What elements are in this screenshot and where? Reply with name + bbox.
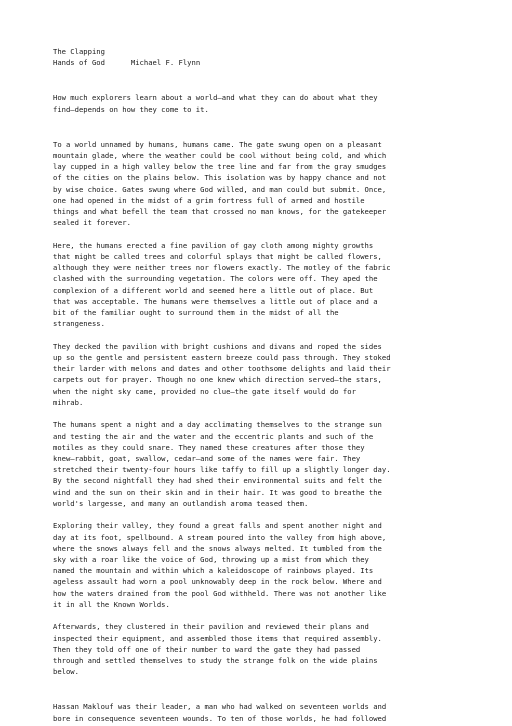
intro-line: How much explorers learn about a world—and what they can do about what they: [53, 93, 378, 103]
paragraph: [53, 701, 499, 723]
text-line: The humans spent a night and a day acclimating themselves to the strange sun: [53, 420, 382, 430]
text-line: strangeness.: [53, 319, 105, 329]
text-line: To a world unnamed by humans, humans came. The gate swung open on a pleasant: [53, 139, 382, 149]
text-line: where the snows always fell and the snows always melted. It tumbled from the: [53, 543, 382, 553]
paragraph: [53, 240, 499, 330]
text-line: of the cities on the plains below. This isolation was by happy chance and not: [53, 173, 387, 183]
text-line: They decked the pavilion with bright cushions and divans and roped the sides: [53, 341, 382, 351]
text-line: mihrab.: [53, 397, 84, 407]
text-line: Afterwards, they clustered in their pavilion and reviewed their plans and: [53, 622, 369, 632]
text-line: knew—rabbit, goat, swallow, cedar—and some of the names were fair. They: [53, 453, 361, 463]
text-line: carpets out for prayer. Though no one knew which direction served—the stars,: [53, 375, 382, 385]
text-line: day at its foot, spellbound. A stream poured into the valley from high above,: [53, 532, 387, 542]
text-line: mountain glade, where the weather could be cool without being cold, and which: [53, 150, 387, 160]
text-line: stretched their twenty-four hours like taffy to fill up a slightly longer day.: [53, 465, 391, 475]
text-line: and testing the air and the water and the eccentric plants and such of the: [53, 431, 374, 441]
text-line: that was acceptable. The humans were themselves a little out of place and a: [53, 296, 378, 306]
paragraph: [53, 520, 499, 610]
text-line: motiles as they could snare. They named these creatures after those they: [53, 442, 365, 452]
text-line: one had opened in the midst of a grim fortress full of armed and hostile: [53, 195, 365, 205]
text-line: when the night sky came, provided no clue—the gate itself would do for: [53, 386, 356, 396]
paragraph: [53, 419, 499, 509]
text-line: clashed with the surrounding vegetation. The colors were off. They aped the: [53, 274, 378, 284]
text-line: Exploring their valley, they found a great falls and spent another night and: [53, 521, 382, 531]
intro-blurb: [53, 92, 499, 114]
text-line: up so the gentle and persistent eastern breeze could pass through. They stoked: [53, 352, 391, 362]
text-line: their larder with melons and dates and other toothsome delights and laid their: [53, 364, 391, 374]
text-line: named the mountain and within which a kaleidoscope of rainbows played. Its: [53, 566, 374, 576]
author-name: Michael F. Flynn: [130, 58, 201, 68]
text-line: how the waters drained from the pool God withheld. There was not another like: [53, 588, 387, 598]
text-line: bore in consequence seventeen wounds. To ten of those worlds, he had followed: [53, 713, 387, 723]
paragraph: [53, 621, 499, 677]
text-line: sky with a roar like the voice of God, throwing up a mist from which they: [53, 554, 369, 564]
text-line: bit of the familiar ought to surround them in the midst of all the: [53, 307, 339, 317]
title-author-line: [53, 57, 499, 68]
text-line: complexion of a different world and seemed here a little out of place. But: [53, 285, 374, 295]
text-line: that might be called trees and colorful splays that might be called flowers,: [53, 251, 382, 261]
story-title: The Clapping: [53, 47, 105, 56]
text-line: sealed it forever.: [53, 218, 131, 228]
text-line: things and what befell the team that crossed no man knows, for the gatekeeper: [53, 206, 387, 216]
text-line: it in all the Known Worlds.: [53, 599, 170, 609]
document-body: [53, 46, 499, 724]
text-line: by wise choice. Gates swung where God willed, and man could but submit. Once,: [53, 184, 387, 194]
text-line: Hassan Maklouf was their leader, a man who had walked on seventeen worlds and: [53, 702, 387, 712]
intro-line: find—depends on how they come to it.: [53, 104, 209, 114]
text-line: below.: [53, 667, 79, 677]
text-line: through and settled themselves to study the strange folk on the wide plains: [53, 655, 378, 665]
story-title-line2: Hands of God: [53, 58, 105, 68]
text-line: lay cupped in a high valley below the tree line and far from the gray smudges: [53, 162, 387, 172]
paragraph: [53, 341, 499, 408]
text-line: wind and the sun on their skin and in their hair. It was good to breathe the: [53, 487, 382, 497]
paragraph: [53, 139, 499, 229]
text-line: although they were neither trees nor flowers exactly. The motley of the fabric: [53, 263, 391, 273]
text-line: By the second nightfall they had shed their environmental suits and felt the: [53, 476, 382, 486]
text-line: world's largesse, and many an outlandish aroma teased them.: [53, 498, 309, 508]
text-line: ageless assault had worn a pool unknowably deep in the rock below. Where and: [53, 577, 382, 587]
text-line: Here, the humans erected a fine pavilion of gay cloth among mighty growths: [53, 240, 374, 250]
text-line: Then they told off one of their number to ward the gate they had passed: [53, 644, 361, 654]
text-line: inspected their equipment, and assembled those items that required assembly.: [53, 633, 382, 643]
